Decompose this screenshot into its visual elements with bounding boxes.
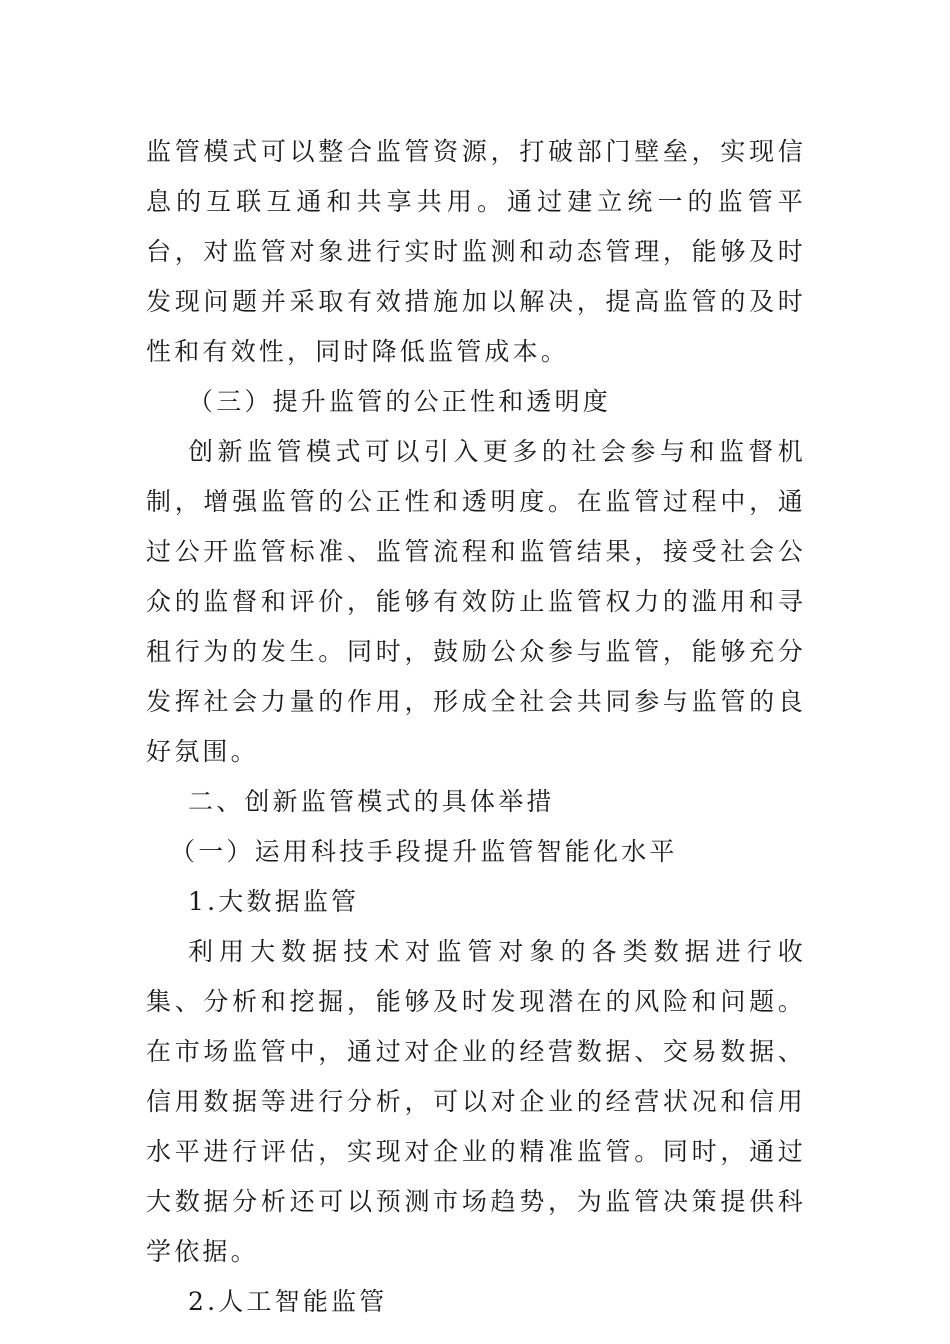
body-paragraph-big-data: 利用大数据技术对监管对象的各类数据进行收集、分析和挖掘，能够及时发现潜在的风险和问题。在市场监管中，通过对企业的经营数据、交易数据、信用数据等进行分析，可以对企业的经营状况和信用水平进行评估，实现对企业的精准监管。同时，通过大数据分析还可以预测市场趋势，为监管决策提供科学依据。 [146,937,806,1266]
document-body [146,127,806,1327]
body-paragraph-continued: 监管模式可以整合监管资源，打破部门壁垒，实现信息的互联互通和共享共用。通过建立统一的监管平台，对监管对象进行实时监测和动态管理，能够及时发现问题并采取有效措施加以解决，提高监管的及时性和有效性，同时降低监管成本。 [146,137,806,366]
subsection-heading-ai: 2.人工智能监管 [188,1287,388,1316]
section-heading-3: （三）提升监管的公正性和透明度 [188,387,612,416]
body-paragraph-fairness: 创新监管模式可以引入更多的社会参与和监督机制，增强监管的公正性和透明度。在监管过程中，通过公开监管标准、监管流程和监管结果，接受社会公众的监督和评价，能够有效防止监管权力的滥用和寻租行为的发生。同时，鼓励公众参与监管，能够充分发挥社会力量的作用，形成全社会共同参与监管的良好氛围。 [146,437,806,766]
chapter-heading-2: 二、创新监管模式的具体举措 [188,787,555,816]
subsection-heading-big-data: 1.大数据监管 [188,887,360,916]
section-heading-1: （一）运用科技手段提升监管智能化水平 [170,837,678,866]
